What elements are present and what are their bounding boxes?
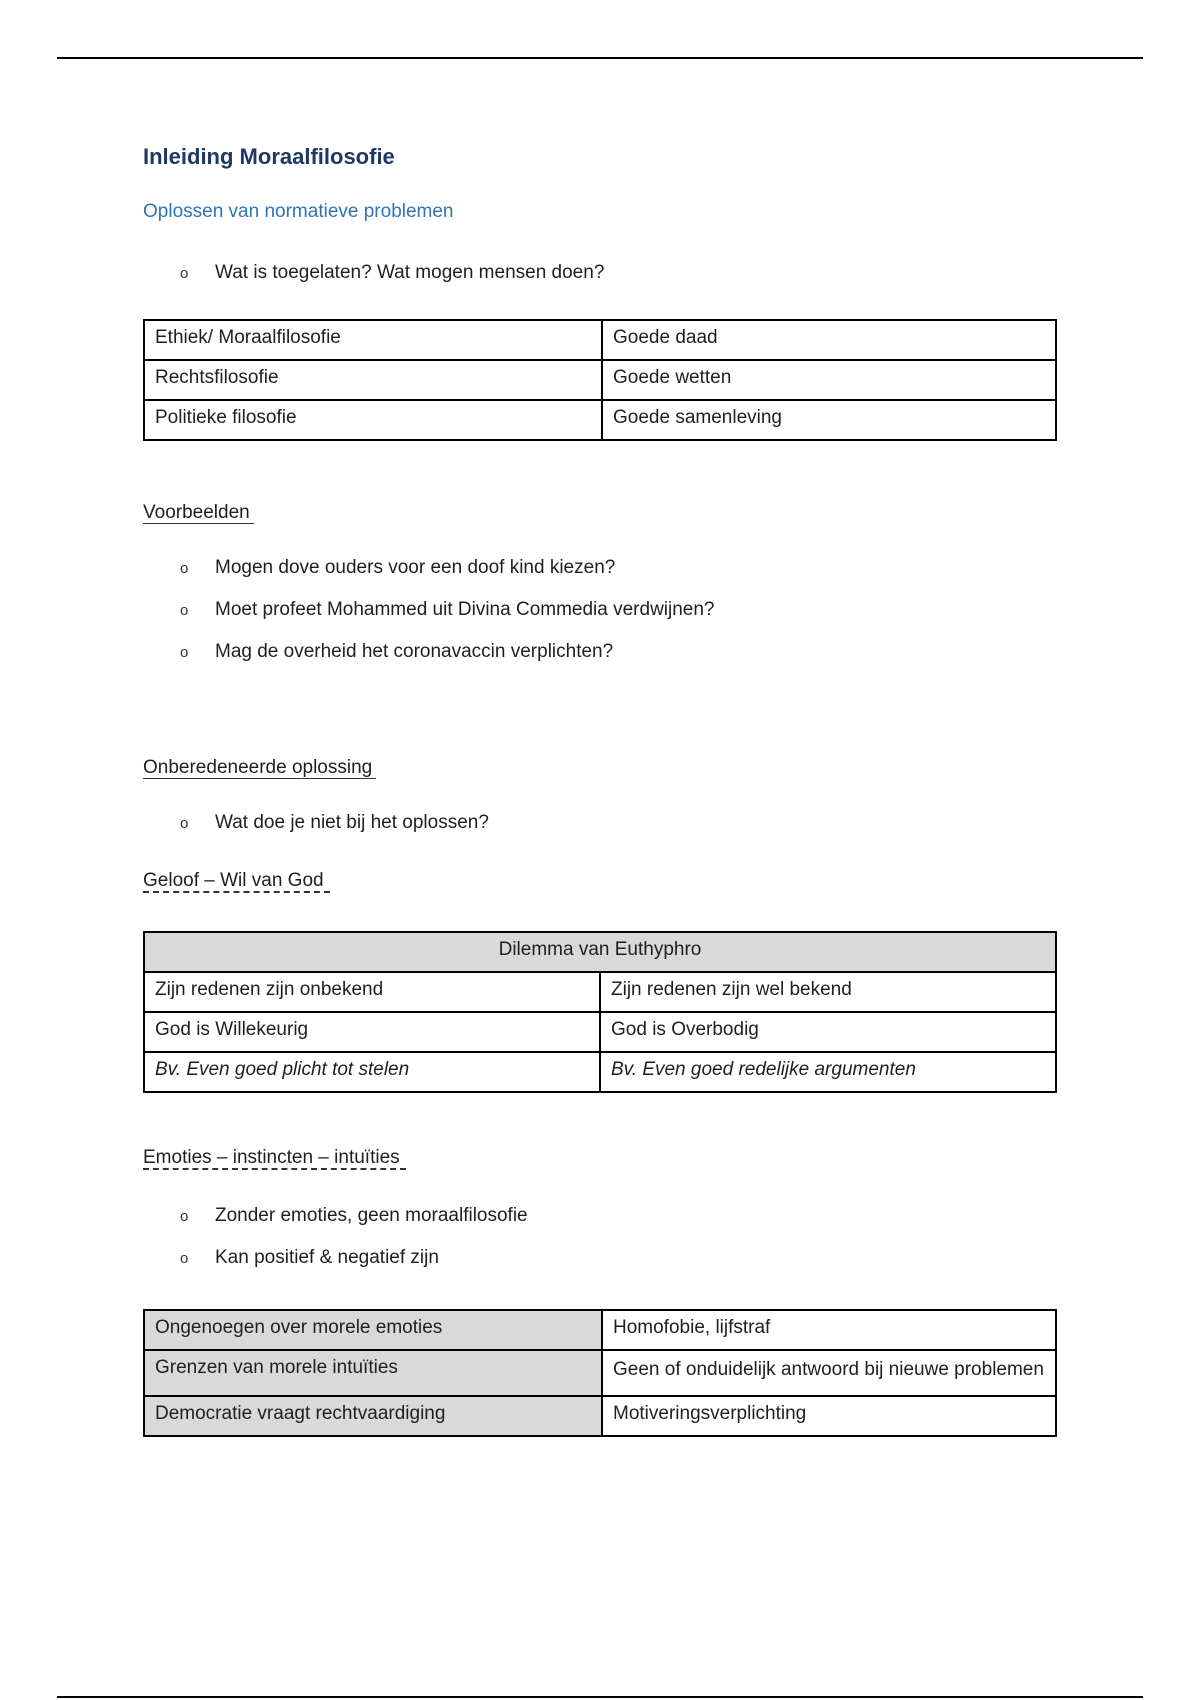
table-cell: Homofobie, lijfstraf [602,1310,1056,1350]
list-item [180,811,489,836]
document-body [143,142,1059,1424]
table-cell: Goede samenleving [602,400,1056,440]
table-row [144,1052,1056,1092]
emoties-table [143,1309,1057,1437]
table-cell: Bv. Even goed redelijke argumenten [600,1052,1056,1092]
table-row [144,1396,1056,1436]
section-heading-onberedeneerd: Onberedeneerde oplossing [143,756,376,780]
table-row [144,1350,1056,1396]
table-cell: Goede wetten [602,360,1056,400]
footer-rule [57,1696,1143,1698]
table-cell: God is Overbodig [600,1012,1056,1052]
table-cell: God is Willekeurig [144,1012,600,1052]
table-cell: Democratie vraagt rechtvaardiging [144,1396,602,1436]
bullet-icon: o [180,1250,189,1267]
table-cell: Motiveringsverplichting [602,1396,1056,1436]
list-item [180,598,715,623]
table-cell: Rechtsfilosofie [144,360,602,400]
bullet-icon: o [180,1208,189,1225]
bullet-icon: o [180,265,189,282]
bullet-icon: o [180,644,189,661]
list-item [180,640,613,665]
table-cell: Goede daad [602,320,1056,360]
table-row [144,972,1056,1012]
list-item-text: Mogen dove ouders voor een doof kind kiezen? [215,557,616,578]
table-cell: Zijn redenen zijn wel bekend [600,972,1056,1012]
list-item [180,556,615,581]
header-rule [57,57,1143,59]
disciplines-table [143,319,1057,441]
list-item-text: Wat doe je niet bij het oplossen? [215,812,489,833]
bullet-icon: o [180,602,189,619]
bullet-icon: o [180,560,189,577]
table-row [144,1310,1056,1350]
list-item-text: Mag de overheid het coronavaccin verplichten? [215,641,614,662]
section-heading-geloof: Geloof – Wil van God [143,869,330,893]
document-subtitle: Oplossen van normatieve problemen [143,201,454,222]
table-row [144,932,1056,972]
table-row [144,1012,1056,1052]
bullet-icon: o [180,815,189,832]
table-row [144,400,1056,440]
table-row [144,360,1056,400]
table-cell: Geen of onduidelijk antwoord bij nieuwe problemen [602,1350,1056,1396]
list-item [180,1246,439,1271]
list-item-text: Wat is toegelaten? Wat mogen mensen doen? [215,262,605,283]
table-cell: Ethiek/ Moraalfilosofie [144,320,602,360]
list-item-text: Moet profeet Mohammed uit Divina Commedia verdwijnen? [215,599,715,620]
table-header-cell: Dilemma van Euthyphro [144,932,1056,972]
table-cell: Zijn redenen zijn onbekend [144,972,600,1012]
table-cell: Grenzen van morele intuïties [144,1350,602,1396]
section-heading-voorbeelden: Voorbeelden [143,501,254,525]
list-item [180,261,604,286]
table-cell: Ongenoegen over morele emoties [144,1310,602,1350]
list-item-text: Zonder emoties, geen moraalfilosofie [215,1205,528,1226]
section-heading-emoties: Emoties – instincten – intuïties [143,1146,406,1170]
table-cell: Politieke filosofie [144,400,602,440]
table-row [144,320,1056,360]
table-cell: Bv. Even goed plicht tot stelen [144,1052,600,1092]
list-item-text: Kan positief & negatief zijn [215,1247,439,1268]
list-item [180,1204,528,1229]
document-title: Inleiding Moraalfilosofie [143,144,395,169]
euthyphro-table [143,931,1057,1093]
